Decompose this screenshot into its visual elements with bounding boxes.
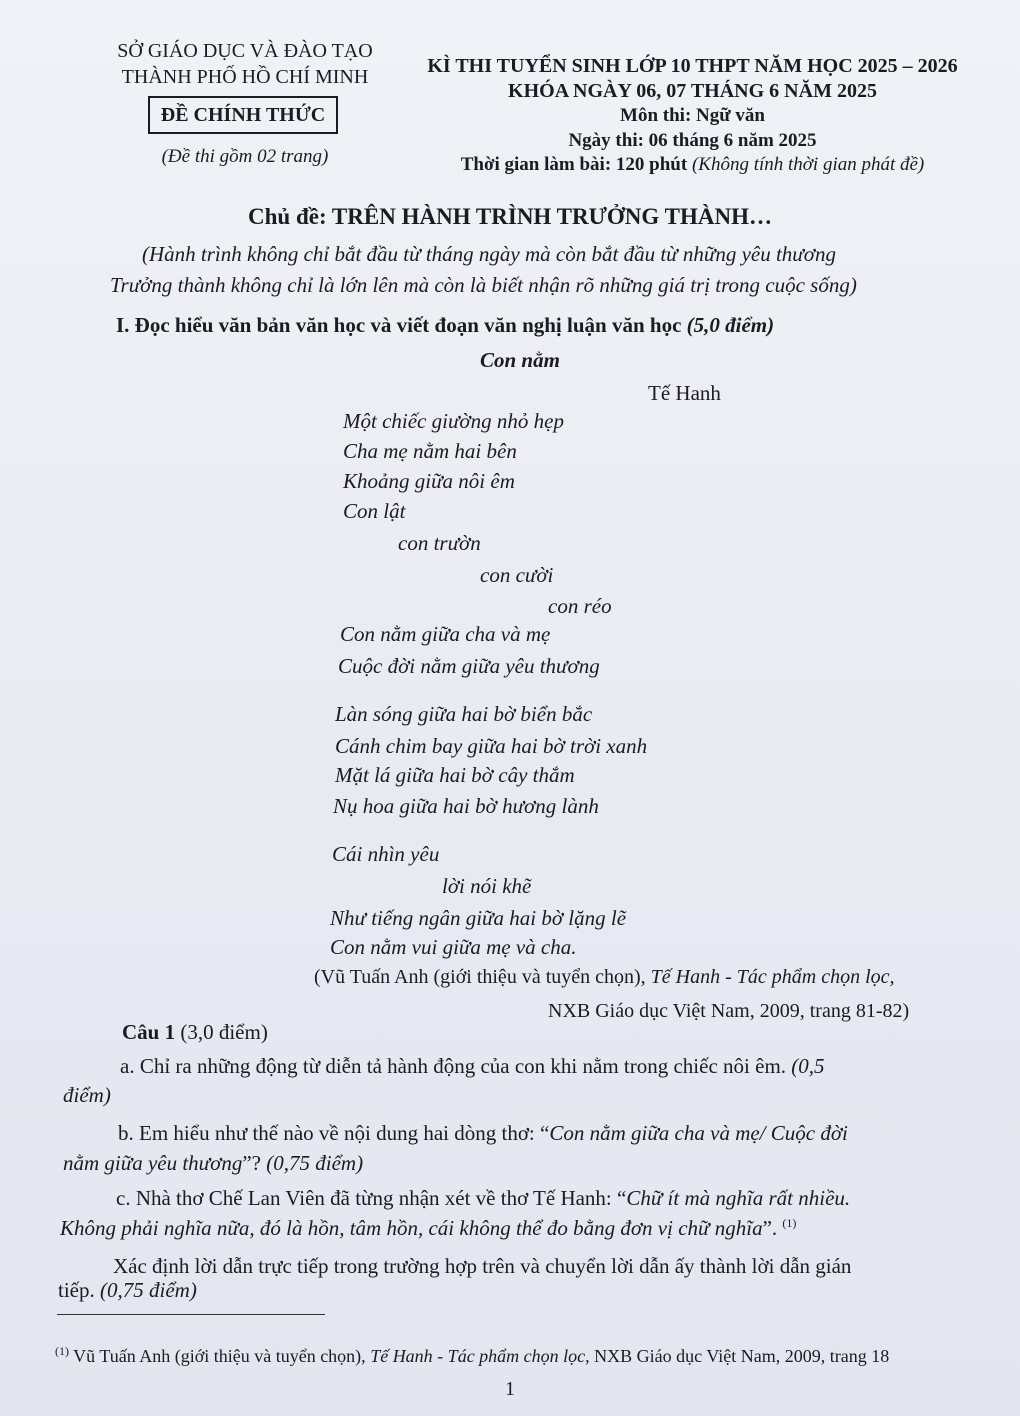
department-line1: SỞ GIÁO DỤC VÀ ĐÀO TẠO bbox=[117, 40, 373, 62]
poem-line: Nụ hoa giữa hai bờ hương lành bbox=[333, 794, 599, 818]
question1-points: (3,0 điểm) bbox=[180, 1020, 268, 1044]
poem-line: lời nói khẽ bbox=[442, 874, 532, 898]
poem-line: Cuộc đời nằm giữa yêu thương bbox=[338, 654, 600, 678]
source-editor: (Vũ Tuấn Anh (giới thiệu và tuyển chọn), bbox=[314, 966, 651, 988]
page-number: 1 bbox=[505, 1378, 515, 1400]
question1a-points-cont: điểm) bbox=[63, 1083, 111, 1107]
question1b-line1 bbox=[118, 1121, 848, 1146]
poem-line: Con lật bbox=[343, 499, 406, 523]
question1c-line1 bbox=[116, 1186, 850, 1211]
exam-title: KÌ THI TUYỂN SINH LỚP 10 THPT NĂM HỌC 2025 – 2026 bbox=[427, 55, 958, 77]
question1c-text-end: ”. bbox=[762, 1216, 778, 1240]
question1b-text: b. Em hiểu như thế nào về nội dung hai dòng thơ: “ bbox=[118, 1121, 550, 1145]
footnote-text-b: Tế Hanh - Tác phẩm chọn lọc bbox=[370, 1346, 586, 1366]
footnote-mark: (1) bbox=[55, 1344, 69, 1358]
section1-points: (5,0 điểm) bbox=[686, 313, 775, 337]
duration-text: Thời gian làm bài: 120 phút bbox=[460, 154, 688, 175]
poem-source-line2: NXB Giáo dục Việt Nam, 2009, trang 81-82) bbox=[548, 1000, 910, 1022]
footnote-text-a: Vũ Tuấn Anh (giới thiệu và tuyển chọn), bbox=[69, 1346, 371, 1366]
poem-line: Mặt lá giữa hai bờ cây thắm bbox=[335, 763, 575, 787]
duration-note: (Không tính thời gian phát đề) bbox=[691, 154, 925, 175]
topic-line1: (Hành trình không chỉ bắt đầu từ tháng ngày mà còn bắt đầu từ những yêu thương bbox=[142, 242, 836, 266]
poem-line: con trườn bbox=[398, 531, 481, 555]
official-label-box: ĐỀ CHÍNH THỨC bbox=[148, 96, 338, 134]
question1c-line2 bbox=[60, 1216, 796, 1241]
poem-line: Như tiếng ngân giữa hai bờ lặng lẽ bbox=[330, 906, 627, 930]
question1b-points: (0,75 điểm) bbox=[266, 1151, 364, 1175]
exam-subject: Môn thi: Ngữ văn bbox=[620, 105, 765, 126]
question1b-quote: Con nằm giữa cha và mẹ/ Cuộc đời bbox=[549, 1121, 848, 1145]
question1a-points: (0,5 bbox=[791, 1054, 825, 1078]
exam-duration bbox=[415, 154, 970, 176]
section1-title: I. Đọc hiểu văn bản văn học và viết đoạn văn nghị luận văn học bbox=[116, 313, 682, 337]
poem-line: Khoảng giữa nôi êm bbox=[343, 469, 515, 493]
question1b-text-end: ”? bbox=[242, 1151, 267, 1175]
footnote-text-c: , NXB Giáo dục Việt Nam, 2009, trang 18 bbox=[585, 1346, 890, 1366]
poem-line: Con nằm vui giữa mẹ và cha. bbox=[330, 935, 577, 959]
question1d-points: (0,75 điểm) bbox=[100, 1278, 197, 1302]
poem-line: Cha mẹ nằm hai bên bbox=[343, 439, 517, 463]
question1-heading bbox=[122, 1020, 268, 1045]
question1d-line1: Xác định lời dẫn trực tiếp trong trường hợp trên và chuyển lời dẫn ấy thành lời dẫn gián bbox=[113, 1254, 852, 1278]
footnote-divider bbox=[57, 1314, 325, 1315]
section1-heading bbox=[116, 313, 774, 338]
question1a-text: a. Chỉ ra những động từ diễn tả hành động của con khi nằm trong chiếc nôi êm. bbox=[120, 1054, 787, 1078]
footnote bbox=[55, 1344, 889, 1367]
footnote-ref: (1) bbox=[782, 1216, 797, 1230]
poem-line: Một chiếc giường nhỏ hẹp bbox=[343, 409, 564, 433]
poem-author: Tế Hanh bbox=[648, 381, 721, 405]
department-line2: THÀNH PHỐ HỒ CHÍ MINH bbox=[121, 66, 369, 88]
poem-source-line1 bbox=[314, 966, 895, 989]
pages-note: (Đề thi gồm 02 trang) bbox=[161, 146, 329, 167]
question1b-line2 bbox=[63, 1151, 363, 1176]
question1c-quote-cont: Không phải nghĩa nữa, đó là hồn, tâm hồn, cái không thể đo bằng đơn vị chữ nghĩa bbox=[60, 1216, 763, 1240]
poem-line: con réo bbox=[548, 594, 612, 618]
poem-line: Cái nhìn yêu bbox=[332, 842, 440, 866]
question1d-text: tiếp. bbox=[58, 1278, 95, 1302]
poem-line: Con nằm giữa cha và mẹ bbox=[340, 622, 551, 646]
poem-line: Làn sóng giữa hai bờ biển bắc bbox=[335, 702, 593, 726]
source-book: Tế Hanh - Tác phẩm chọn lọc, bbox=[650, 966, 895, 988]
poem-title: Con nằm bbox=[480, 348, 560, 372]
exam-date: Ngày thi: 06 tháng 6 năm 2025 bbox=[568, 130, 817, 151]
poem-line: con cười bbox=[480, 563, 554, 587]
question1b-quote-cont: nằm giữa yêu thương bbox=[63, 1151, 243, 1175]
question1a bbox=[120, 1054, 825, 1079]
poem-line: Cánh chim bay giữa hai bờ trời xanh bbox=[335, 734, 648, 758]
topic-title: Chủ đề: TRÊN HÀNH TRÌNH TRƯỞNG THÀNH… bbox=[248, 204, 772, 229]
question1c-quote: Chữ ít mà nghĩa rất nhiều. bbox=[626, 1186, 851, 1210]
question1-label: Câu 1 bbox=[122, 1020, 176, 1044]
topic-line2: Trưởng thành không chỉ là lớn lên mà còn là biết nhận rõ những giá trị trong cuộc sống) bbox=[110, 273, 857, 297]
question1c-text: c. Nhà thơ Chế Lan Viên đã từng nhận xét về thơ Tế Hanh: “ bbox=[116, 1186, 627, 1210]
exam-session: KHÓA NGÀY 06, 07 THÁNG 6 NĂM 2025 bbox=[508, 80, 877, 102]
question1d-line2 bbox=[58, 1278, 197, 1303]
